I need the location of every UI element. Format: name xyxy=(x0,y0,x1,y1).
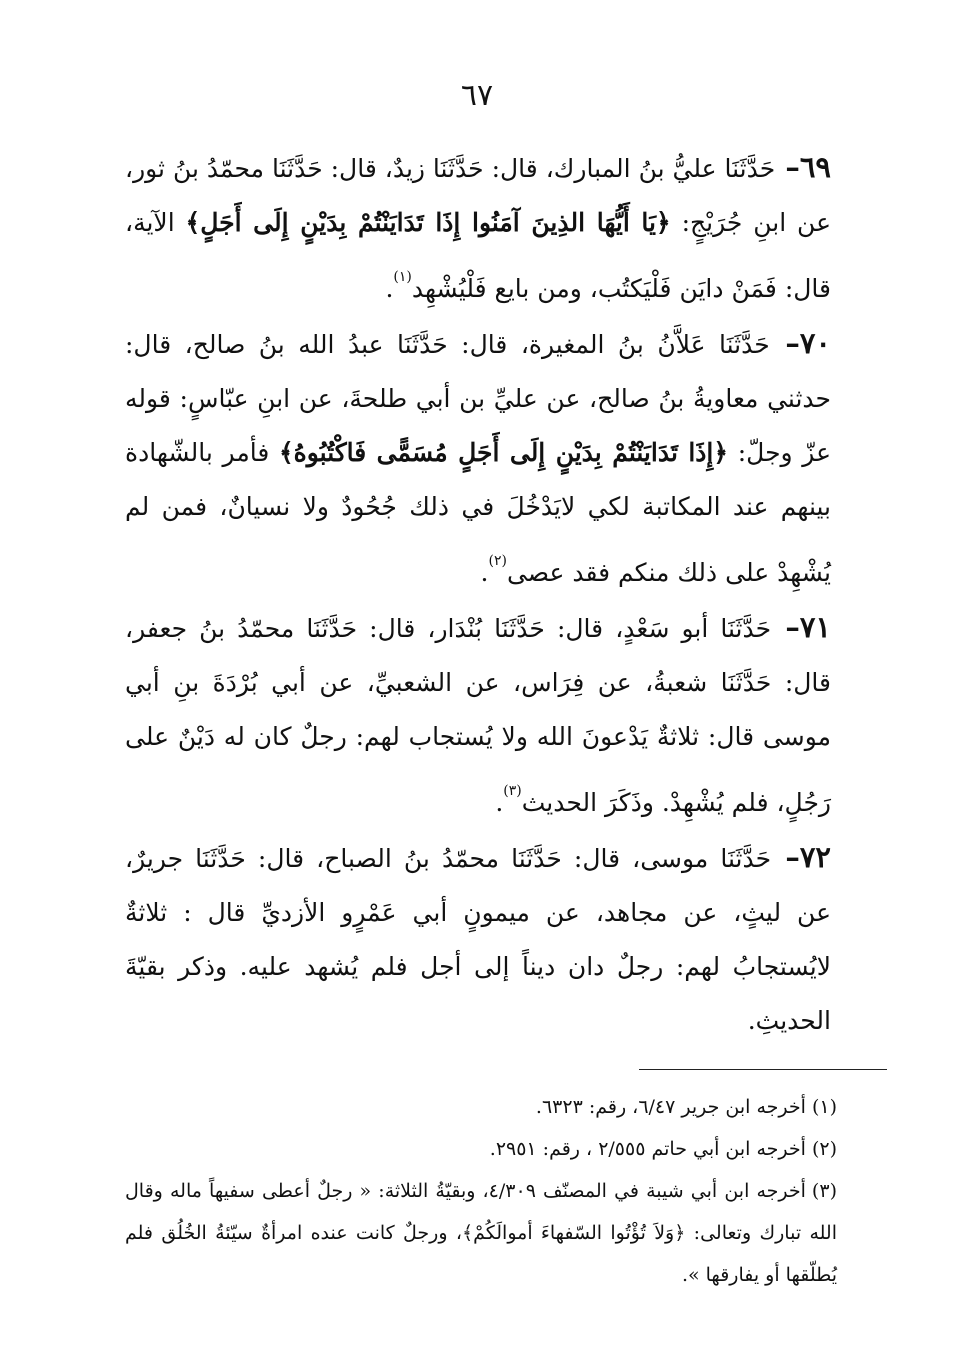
main-text xyxy=(125,140,831,1048)
hadith-number: ٧١ xyxy=(799,610,831,644)
hadith-dash: – xyxy=(771,840,800,874)
footnote-ref[interactable]: (١) xyxy=(393,269,412,285)
hadith-end: . xyxy=(480,558,489,587)
hadith-end: . xyxy=(495,788,504,817)
footnote-number: (٢) xyxy=(811,1138,837,1160)
footnote-3 xyxy=(125,1170,837,1296)
footnote-number: (٣) xyxy=(811,1180,837,1202)
footnote-text: أخرجه ابن جرير ٦/٤٧، رقم: ٦٣٢٣. xyxy=(535,1096,806,1118)
quran-verse: ﴿إِذَا تَدَايَنْتُمْ بِدَيْنٍ إِلَى أَجَلٍ مُسَمًّى فَاكْتُبُوهُ﴾ xyxy=(279,438,729,467)
hadith-intro: حَدَّثَنَا عَلاَّنُ بنُ المغيرة، قال: حَدَّثَنَا عبدُ الله بنُ صالح، قال: حدثني معاويةُ بنُ صالح، عن عليِّ بن أبي طلحةَ، عن ابنِ عبّاسٍ: قوله عزّ وجلّ: xyxy=(125,330,831,467)
hadith-70 xyxy=(125,316,831,600)
hadith-intro: حَدَّثَنَا أبو سَعْدٍ، قال: حَدَّثَنَا بُنْدَار، قال: حَدَّثَنَا محمّدُ بنُ جعفر، قال: حَدَّثَنَا شعبةُ، عن فِرَاس، عن الشعبيِّ، عن أبي بُرْدَةَ بنِ أبي موسى قال: ثلاثةٌ يَدْعونَ الله ولا يُستجاب لهم: رجلٌ كان له دَيْنٌ على رَجُلٍ، فلم يُشْهِدْ. وذَكَرَ الحديث xyxy=(125,614,831,817)
hadith-71 xyxy=(125,600,831,830)
footnote-ref[interactable]: (٢) xyxy=(488,553,507,569)
hadith-69 xyxy=(125,140,831,316)
footnote-2 xyxy=(125,1128,837,1170)
hadith-dash: – xyxy=(769,326,800,360)
hadith-intro: حَدَّثَنَا عليُّ بنُ المبارك، قال: حَدَّثَنَا زيدٌ، قال: حَدَّثَنَا محمّدُ بنُ ثور، عن ابنِ جُرَيْجٍ: xyxy=(125,154,832,237)
hadith-number: ٦٩ xyxy=(799,150,831,184)
hadith-outro: فأمر بالشّهادة بينهم عند المكاتبة لكي لايَدْخُلَ في ذلك جُحُودٌ ولا نسيانٌ، فمن لم يُشْهِدْ على ذلك منكم فقد عصى xyxy=(125,438,831,587)
hadith-end: . xyxy=(385,274,394,303)
quran-verse: ﴿يَا أَيُّهَا الذِينَ آمَنُوا إِذَا تَدَايَنْتُمْ بِدَيْنٍ إِلَى أَجَلٍ﴾ xyxy=(185,208,671,237)
hadith-dash: – xyxy=(771,610,800,644)
footnotes xyxy=(125,1086,837,1296)
hadith-number: ٧٢ xyxy=(799,840,831,874)
hadith-intro: حَدَّثَنَا موسى، قال: حَدَّثَنَا محمّدُ بنُ الصباح، قال: حَدَّثَنَا جريرٌ، عن ليثٍ، عن مجاهد، عن ميمونٍ أبي عَمْرٍو الأزديِّ قال : ثلاثةٌ لايُستجابُ لهم: رجلٌ دان ديناً إلى أجل فلم يُشهد عليه. وذكر بقيّةَ الحديثِ. xyxy=(125,844,831,1035)
footnote-text: أخرجه ابن أبي حاتم ٢/٥٥٥ ، رقم: ٢٩٥١. xyxy=(489,1138,806,1160)
hadith-dash: – xyxy=(775,150,800,184)
footnote-1 xyxy=(125,1086,837,1128)
page-number: ٦٧ xyxy=(460,78,494,113)
footnote-text: أخرجه ابن أبي شيبة في المصنّف ٤/٣٠٩، وبقيّةُ الثلاثة: « رجلٌ أعطى سفيهاً ماله وقال الله تبارك وتعالى: ﴿وَلاَ تُؤْتُوا السّفهاءَ أموالَكُمْ﴾، ورجلٌ كانت عنده امرأةٌ سيّئةُ الخُلُق فلم يُطلّقها أو يفارقها ». xyxy=(125,1180,837,1286)
footnote-ref[interactable]: (٣) xyxy=(503,783,522,799)
footnote-divider xyxy=(639,1069,887,1070)
hadith-72 xyxy=(125,830,831,1048)
hadith-number: ٧٠ xyxy=(799,326,831,360)
footnote-number: (١) xyxy=(811,1096,837,1118)
hadith-outro: الآية، قال: فَمَنْ دايَن فَلْيَكتُب، ومن بايع فَلْيُشْهِد xyxy=(125,208,831,303)
